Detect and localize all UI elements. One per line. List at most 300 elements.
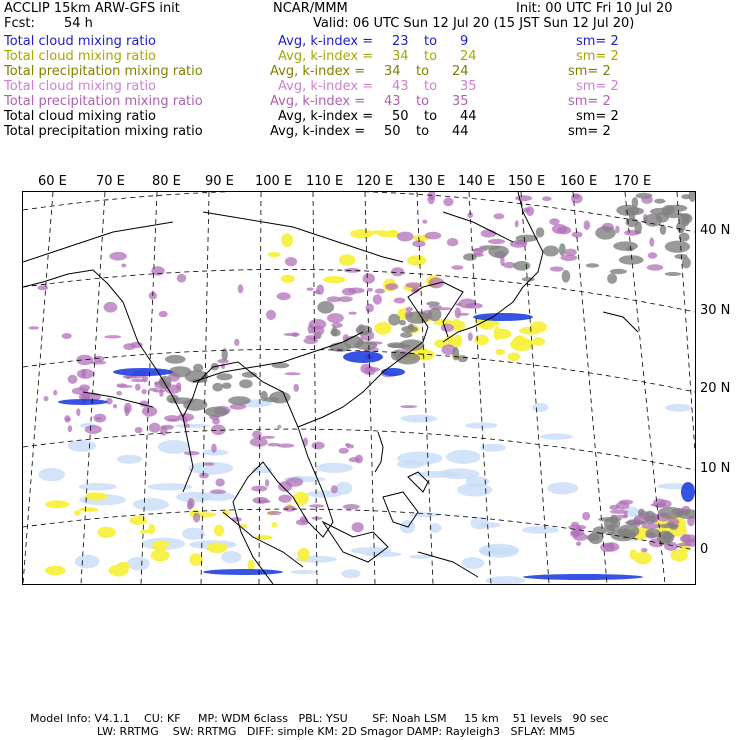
purple-cloud-patch <box>422 220 427 224</box>
yellow-cloud-patch <box>268 252 281 257</box>
legend-avg: Avg, k-index = <box>278 109 374 124</box>
low-cloud-patch <box>174 424 210 428</box>
lat-label: 20 N <box>700 381 731 396</box>
yellow-cloud-patch <box>45 566 65 576</box>
purple-cloud-patch <box>285 257 297 266</box>
gray-cloud-patch <box>636 193 653 199</box>
low-cloud-patch <box>479 522 501 527</box>
yellow-cloud-patch <box>297 548 309 562</box>
legend-to: to <box>416 64 430 79</box>
legend-to: to <box>424 109 438 124</box>
legend-avg: Avg, k-index = <box>270 64 366 79</box>
fcst-label: Fcst: <box>4 16 35 31</box>
yellow-cloud-patch <box>152 541 170 546</box>
blue-cloud-streak <box>523 574 643 580</box>
purple-cloud-patch <box>199 473 209 479</box>
yellow-cloud-patch <box>281 233 293 247</box>
gray-cloud-patch <box>317 301 334 314</box>
blue-cloud-streak <box>473 313 533 321</box>
purple-cloud-patch <box>68 375 78 384</box>
gray-cloud-patch <box>586 263 599 267</box>
yellow-cloud-patch <box>445 335 455 343</box>
legend-sm: sm= 2 <box>568 94 611 109</box>
purple-cloud-patch <box>125 406 130 416</box>
low-cloud-patch <box>39 468 65 481</box>
purple-cloud-patch <box>429 277 444 288</box>
lon-label: 60 E <box>38 174 67 189</box>
purple-cloud-patch <box>441 324 454 332</box>
yellow-cloud-patch <box>189 553 202 566</box>
purple-cloud-patch <box>79 384 90 391</box>
gray-cloud-patch <box>159 376 172 389</box>
yellow-cloud-patch <box>454 335 462 347</box>
gray-cloud-patch <box>165 355 186 364</box>
purple-cloud-patch <box>65 418 71 421</box>
gray-cloud-patch <box>242 372 257 378</box>
legend-k1: 43 <box>392 79 409 94</box>
yellow-cloud-patch <box>149 524 156 535</box>
gray-cloud-patch <box>513 261 530 271</box>
purple-cloud-patch <box>28 326 39 329</box>
purple-cloud-patch <box>212 418 220 425</box>
purple-cloud-patch <box>266 310 276 320</box>
purple-cloud-patch <box>338 296 353 302</box>
legend-avg: Avg, k-index = <box>270 124 366 139</box>
purple-cloud-patch <box>316 284 324 295</box>
gray-cloud-patch <box>396 352 420 364</box>
purple-cloud-patch <box>211 444 217 453</box>
map-canvas <box>23 192 695 584</box>
legend-k1: 34 <box>392 49 409 64</box>
gray-cloud-patch <box>463 253 477 261</box>
legend-k2: 9 <box>460 34 469 49</box>
legend-k1: 50 <box>384 124 401 139</box>
purple-cloud-patch <box>451 265 463 270</box>
purple-cloud-patch <box>576 541 581 546</box>
legend-k1: 34 <box>384 64 401 79</box>
low-cloud-patch <box>480 444 506 452</box>
gray-cloud-patch <box>681 194 691 199</box>
purple-cloud-patch <box>106 398 113 405</box>
yellow-cloud-patch <box>207 543 228 554</box>
purple-cloud-patch <box>267 511 281 515</box>
purple-cloud-patch <box>210 489 226 494</box>
purple-cloud-patch <box>159 311 168 317</box>
lat-label: 30 N <box>700 303 731 318</box>
purple-cloud-patch <box>343 504 360 510</box>
purple-cloud-patch <box>355 455 363 464</box>
legend-k2: 44 <box>452 124 469 139</box>
yellow-cloud-patch <box>494 326 501 340</box>
purple-cloud-patch <box>234 339 239 346</box>
yellow-cloud-patch <box>532 337 545 345</box>
purple-cloud-patch <box>277 292 291 300</box>
yellow-cloud-patch <box>79 507 98 512</box>
yellow-cloud-patch <box>293 492 308 505</box>
purple-cloud-patch <box>494 213 505 219</box>
yellow-cloud-patch <box>508 352 521 361</box>
purple-cloud-patch <box>327 313 344 323</box>
purple-cloud-patch <box>193 513 200 523</box>
init-time: Init: 00 UTC Fri 10 Jul 20 <box>516 1 673 16</box>
purple-cloud-patch <box>135 384 141 391</box>
purple-cloud-patch <box>62 333 72 339</box>
gray-cloud-patch <box>656 212 669 222</box>
legend-to: to <box>416 124 430 139</box>
low-cloud-patch <box>397 452 443 465</box>
low-cloud-patch <box>479 544 520 558</box>
purple-cloud-patch <box>141 389 146 394</box>
low-cloud-patch <box>221 551 241 563</box>
purple-cloud-patch <box>488 239 505 244</box>
low-cloud-patch <box>117 455 143 464</box>
legend-avg: Avg, k-index = <box>278 79 374 94</box>
blue-cloud-streak <box>681 482 695 502</box>
gray-cloud-patch <box>595 226 616 239</box>
gray-cloud-patch <box>536 227 545 237</box>
gray-cloud-patch <box>644 511 655 524</box>
purple-cloud-patch <box>455 307 461 318</box>
purple-cloud-patch <box>348 288 364 294</box>
low-cloud-patch <box>290 570 317 574</box>
lon-label: 80 E <box>152 174 181 189</box>
legend-avg: Avg, k-index = <box>270 94 366 109</box>
low-cloud-patch <box>127 557 150 571</box>
purple-cloud-patch <box>624 512 628 518</box>
purple-cloud-patch <box>427 195 434 205</box>
legend-k1: 43 <box>384 94 401 109</box>
purple-cloud-patch <box>178 413 195 421</box>
low-cloud-patch <box>351 547 392 554</box>
yellow-cloud-patch <box>495 349 505 355</box>
lon-label: 170 E <box>614 174 652 189</box>
purple-cloud-patch <box>352 522 364 532</box>
purple-cloud-patch <box>293 384 299 392</box>
gray-cloud-patch <box>239 379 253 388</box>
low-cloud-patch <box>461 557 484 569</box>
legend-sm: sm= 2 <box>576 34 619 49</box>
purple-cloud-patch <box>96 417 102 420</box>
gray-cloud-patch <box>665 272 682 276</box>
gray-cloud-patch <box>217 373 233 380</box>
purple-cloud-patch <box>53 390 57 396</box>
purple-cloud-patch <box>135 427 143 433</box>
fcst-value: 54 h <box>64 16 93 31</box>
legend-sm: sm= 2 <box>568 64 611 79</box>
yellow-cloud-patch <box>339 254 355 266</box>
legend-to: to <box>424 49 438 64</box>
yellow-cloud-patch <box>634 552 652 565</box>
model-info-line2: LW: RRTMG SW: RRTMG DIFF: simple KM: 2D Smagor DAMP: Rayleigh3 SFLAY: MM5 <box>97 725 576 738</box>
yellow-cloud-patch <box>271 522 277 527</box>
purple-cloud-patch <box>252 431 262 439</box>
legend-avg: Avg, k-index = <box>278 34 374 49</box>
legend-k2: 24 <box>452 64 469 79</box>
gray-cloud-patch <box>645 528 660 538</box>
purple-cloud-patch <box>44 396 49 401</box>
purple-cloud-patch <box>615 226 619 234</box>
low-cloud-patch <box>75 555 100 569</box>
low-cloud-patch <box>182 528 205 540</box>
lon-label: 70 E <box>96 174 125 189</box>
legend-field: Total cloud mixing ratio <box>4 109 157 124</box>
lon-label: 120 E <box>356 174 394 189</box>
legend-to: to <box>424 79 438 94</box>
purple-cloud-patch <box>250 438 268 447</box>
gray-cloud-patch <box>610 269 627 274</box>
blue-cloud-streak <box>343 351 383 363</box>
legend-avg: Avg, k-index = <box>278 49 374 64</box>
gray-cloud-patch <box>559 243 566 256</box>
purple-cloud-patch <box>346 444 354 448</box>
purple-cloud-patch <box>123 343 135 350</box>
yellow-cloud-patch <box>74 510 81 516</box>
purple-cloud-patch <box>348 312 357 315</box>
purple-cloud-patch <box>309 319 327 329</box>
purple-cloud-patch <box>458 299 476 309</box>
gray-cloud-patch <box>654 199 665 204</box>
purple-cloud-patch <box>286 477 304 486</box>
purple-cloud-patch <box>278 495 291 503</box>
low-cloud-patch <box>532 403 549 412</box>
legend-sm: sm= 2 <box>576 79 619 94</box>
gray-cloud-patch <box>331 327 337 337</box>
purple-cloud-patch <box>215 478 224 486</box>
purple-cloud-patch <box>160 426 167 436</box>
purple-cloud-patch <box>131 379 147 382</box>
gray-cloud-patch <box>388 314 400 326</box>
yellow-cloud-patch <box>214 525 224 537</box>
purple-cloud-patch <box>339 448 349 454</box>
purple-cloud-patch <box>306 288 313 291</box>
purple-cloud-patch <box>116 383 126 386</box>
purple-cloud-patch <box>385 283 398 290</box>
purple-cloud-patch <box>104 302 118 313</box>
lon-label: 110 E <box>306 174 344 189</box>
gray-cloud-patch <box>604 517 620 531</box>
purple-cloud-patch <box>604 542 619 551</box>
gray-cloud-patch <box>658 507 684 519</box>
purple-cloud-patch <box>641 548 648 552</box>
purple-cloud-patch <box>571 194 583 204</box>
purple-cloud-patch <box>292 332 299 337</box>
purple-cloud-patch <box>312 442 325 450</box>
gray-cloud-patch <box>634 221 642 234</box>
low-cloud-patch <box>446 450 481 464</box>
lon-label: 150 E <box>508 174 546 189</box>
yellow-cloud-patch <box>97 527 116 538</box>
lon-label: 100 E <box>255 174 293 189</box>
purple-cloud-patch <box>37 285 48 290</box>
gray-cloud-patch <box>260 391 268 401</box>
yellow-cloud-patch <box>109 565 129 577</box>
purple-cloud-patch <box>616 501 630 509</box>
gray-cloud-patch <box>666 205 687 212</box>
low-cloud-patch <box>336 482 353 495</box>
purple-cloud-patch <box>204 462 215 465</box>
purple-cloud-patch <box>568 525 586 531</box>
purple-cloud-patch <box>552 224 567 234</box>
purple-cloud-patch <box>109 252 127 261</box>
purple-cloud-patch <box>375 289 385 294</box>
gray-cloud-patch <box>458 355 468 362</box>
purple-cloud-patch <box>394 298 406 304</box>
gray-cloud-patch <box>629 211 635 221</box>
purple-cloud-patch <box>647 264 664 270</box>
center-label: NCAR/MMM <box>273 1 348 16</box>
purple-cloud-patch <box>76 355 93 365</box>
gray-cloud-patch <box>205 407 229 417</box>
purple-cloud-patch <box>391 267 404 276</box>
low-cloud-patch <box>316 463 353 473</box>
purple-cloud-patch <box>149 423 161 433</box>
low-cloud-patch <box>522 526 559 534</box>
purple-cloud-patch <box>177 274 187 283</box>
legend-sm: sm= 2 <box>568 124 611 139</box>
low-cloud-patch <box>466 476 490 487</box>
low-cloud-patch <box>341 569 360 578</box>
gray-cloud-patch <box>587 534 600 541</box>
yellow-cloud-patch <box>129 516 147 525</box>
legend-field: Total cloud mixing ratio <box>4 49 157 64</box>
blue-cloud-streak <box>58 399 108 405</box>
gray-cloud-patch <box>228 396 251 405</box>
yellow-cloud-patch <box>350 229 373 238</box>
purple-cloud-patch <box>277 444 294 448</box>
low-cloud-patch <box>133 498 169 511</box>
yellow-cloud-patch <box>407 255 426 266</box>
yellow-cloud-patch <box>281 275 295 283</box>
model-info-line1: Model Info: V4.1.1 CU: KF MP: WDM 6class PBL: YSU SF: Noah LSM 15 km 51 levels 90 sec <box>30 712 609 725</box>
purple-cloud-patch <box>265 479 269 487</box>
gray-cloud-patch <box>665 241 690 253</box>
lat-label: 40 N <box>700 223 731 238</box>
low-cloud-patch <box>158 440 191 454</box>
low-cloud-patch <box>401 415 438 423</box>
legend-to: to <box>416 94 430 109</box>
legend-field: Total precipitation mixing ratio <box>4 64 203 79</box>
yellow-cloud-patch <box>474 335 489 345</box>
gray-cloud-patch <box>607 273 617 284</box>
low-cloud-patch <box>547 482 578 494</box>
gray-cloud-patch <box>625 520 646 525</box>
legend-field: Total precipitation mixing ratio <box>4 94 203 109</box>
gray-cloud-patch <box>428 308 442 321</box>
legend-k1: 50 <box>392 109 409 124</box>
yellow-cloud-patch <box>45 500 69 508</box>
purple-cloud-patch <box>184 451 200 455</box>
purple-cloud-patch <box>153 390 166 393</box>
gray-cloud-patch <box>388 344 411 349</box>
blue-cloud-streak <box>113 368 173 376</box>
purple-cloud-patch <box>443 197 453 206</box>
yellow-cloud-patch <box>151 549 170 561</box>
purple-cloud-patch <box>584 220 591 230</box>
purple-cloud-patch <box>550 266 564 271</box>
valid-time: Valid: 06 UTC Sun 12 Jul 20 (15 JST Sun 12 Jul 20) <box>313 16 635 31</box>
purple-cloud-patch <box>572 232 583 238</box>
gray-cloud-patch <box>613 241 638 250</box>
legend-sm: sm= 2 <box>576 49 619 64</box>
low-cloud-patch <box>540 433 573 439</box>
lon-label: 140 E <box>458 174 496 189</box>
purple-cloud-patch <box>164 415 180 421</box>
purple-cloud-patch <box>231 517 242 522</box>
purple-cloud-patch <box>309 504 324 507</box>
purple-cloud-patch <box>649 237 654 246</box>
blue-cloud-streak <box>203 569 283 575</box>
purple-cloud-patch <box>305 335 321 339</box>
legend-to: to <box>424 34 438 49</box>
legend-field: Total cloud mixing ratio <box>4 34 157 49</box>
legend-field: Total cloud mixing ratio <box>4 79 157 94</box>
legend-field: Total precipitation mixing ratio <box>4 124 203 139</box>
legend-k2: 35 <box>452 94 469 109</box>
gray-cloud-patch <box>562 270 571 283</box>
yellow-cloud-patch <box>374 322 391 335</box>
purple-cloud-patch <box>515 195 532 201</box>
purple-cloud-patch <box>121 264 126 268</box>
purple-cloud-patch <box>85 425 102 434</box>
gray-cloud-patch <box>212 383 223 392</box>
legend-k1: 23 <box>392 34 409 49</box>
purple-cloud-patch <box>68 425 72 432</box>
legend-sm: sm= 2 <box>576 109 619 124</box>
gray-cloud-patch <box>405 311 429 324</box>
low-cloud-patch <box>665 404 692 412</box>
blue-cloud-streak <box>381 368 405 376</box>
purple-cloud-patch <box>468 332 473 341</box>
purple-cloud-patch <box>400 405 417 408</box>
lon-label: 130 E <box>408 174 446 189</box>
legend-k2: 35 <box>460 79 477 94</box>
purple-cloud-patch <box>653 498 666 508</box>
purple-cloud-patch <box>77 369 94 379</box>
purple-cloud-patch <box>363 273 375 283</box>
purple-cloud-patch <box>238 284 244 293</box>
lat-label: 0 <box>700 542 709 557</box>
gray-cloud-patch <box>660 225 667 235</box>
model-title: ACCLIP 15km ARW-GFS init <box>4 1 180 16</box>
purple-cloud-patch <box>90 361 107 365</box>
purple-cloud-patch <box>648 252 658 258</box>
purple-cloud-patch <box>284 505 296 511</box>
purple-cloud-patch <box>277 425 281 429</box>
purple-cloud-patch <box>113 404 117 408</box>
purple-cloud-patch <box>542 196 552 201</box>
lon-label: 160 E <box>560 174 598 189</box>
lon-label: 90 E <box>205 174 234 189</box>
map-panel <box>22 191 696 585</box>
low-cloud-patch <box>465 422 498 428</box>
purple-cloud-patch <box>188 498 195 509</box>
purple-cloud-patch <box>76 408 80 416</box>
legend-k2: 24 <box>460 49 477 64</box>
low-cloud-patch <box>68 440 96 452</box>
purple-cloud-patch <box>515 220 519 227</box>
purple-cloud-patch <box>481 230 497 238</box>
purple-cloud-patch <box>573 533 588 541</box>
purple-cloud-patch <box>447 238 458 246</box>
gray-cloud-patch <box>222 383 232 389</box>
gray-cloud-patch <box>401 326 418 333</box>
purple-cloud-patch <box>425 232 442 240</box>
gray-cloud-patch <box>356 325 373 335</box>
gray-cloud-patch <box>638 509 645 517</box>
yellow-cloud-patch <box>85 492 108 500</box>
purple-cloud-patch <box>331 485 338 493</box>
gray-cloud-patch <box>479 245 499 249</box>
